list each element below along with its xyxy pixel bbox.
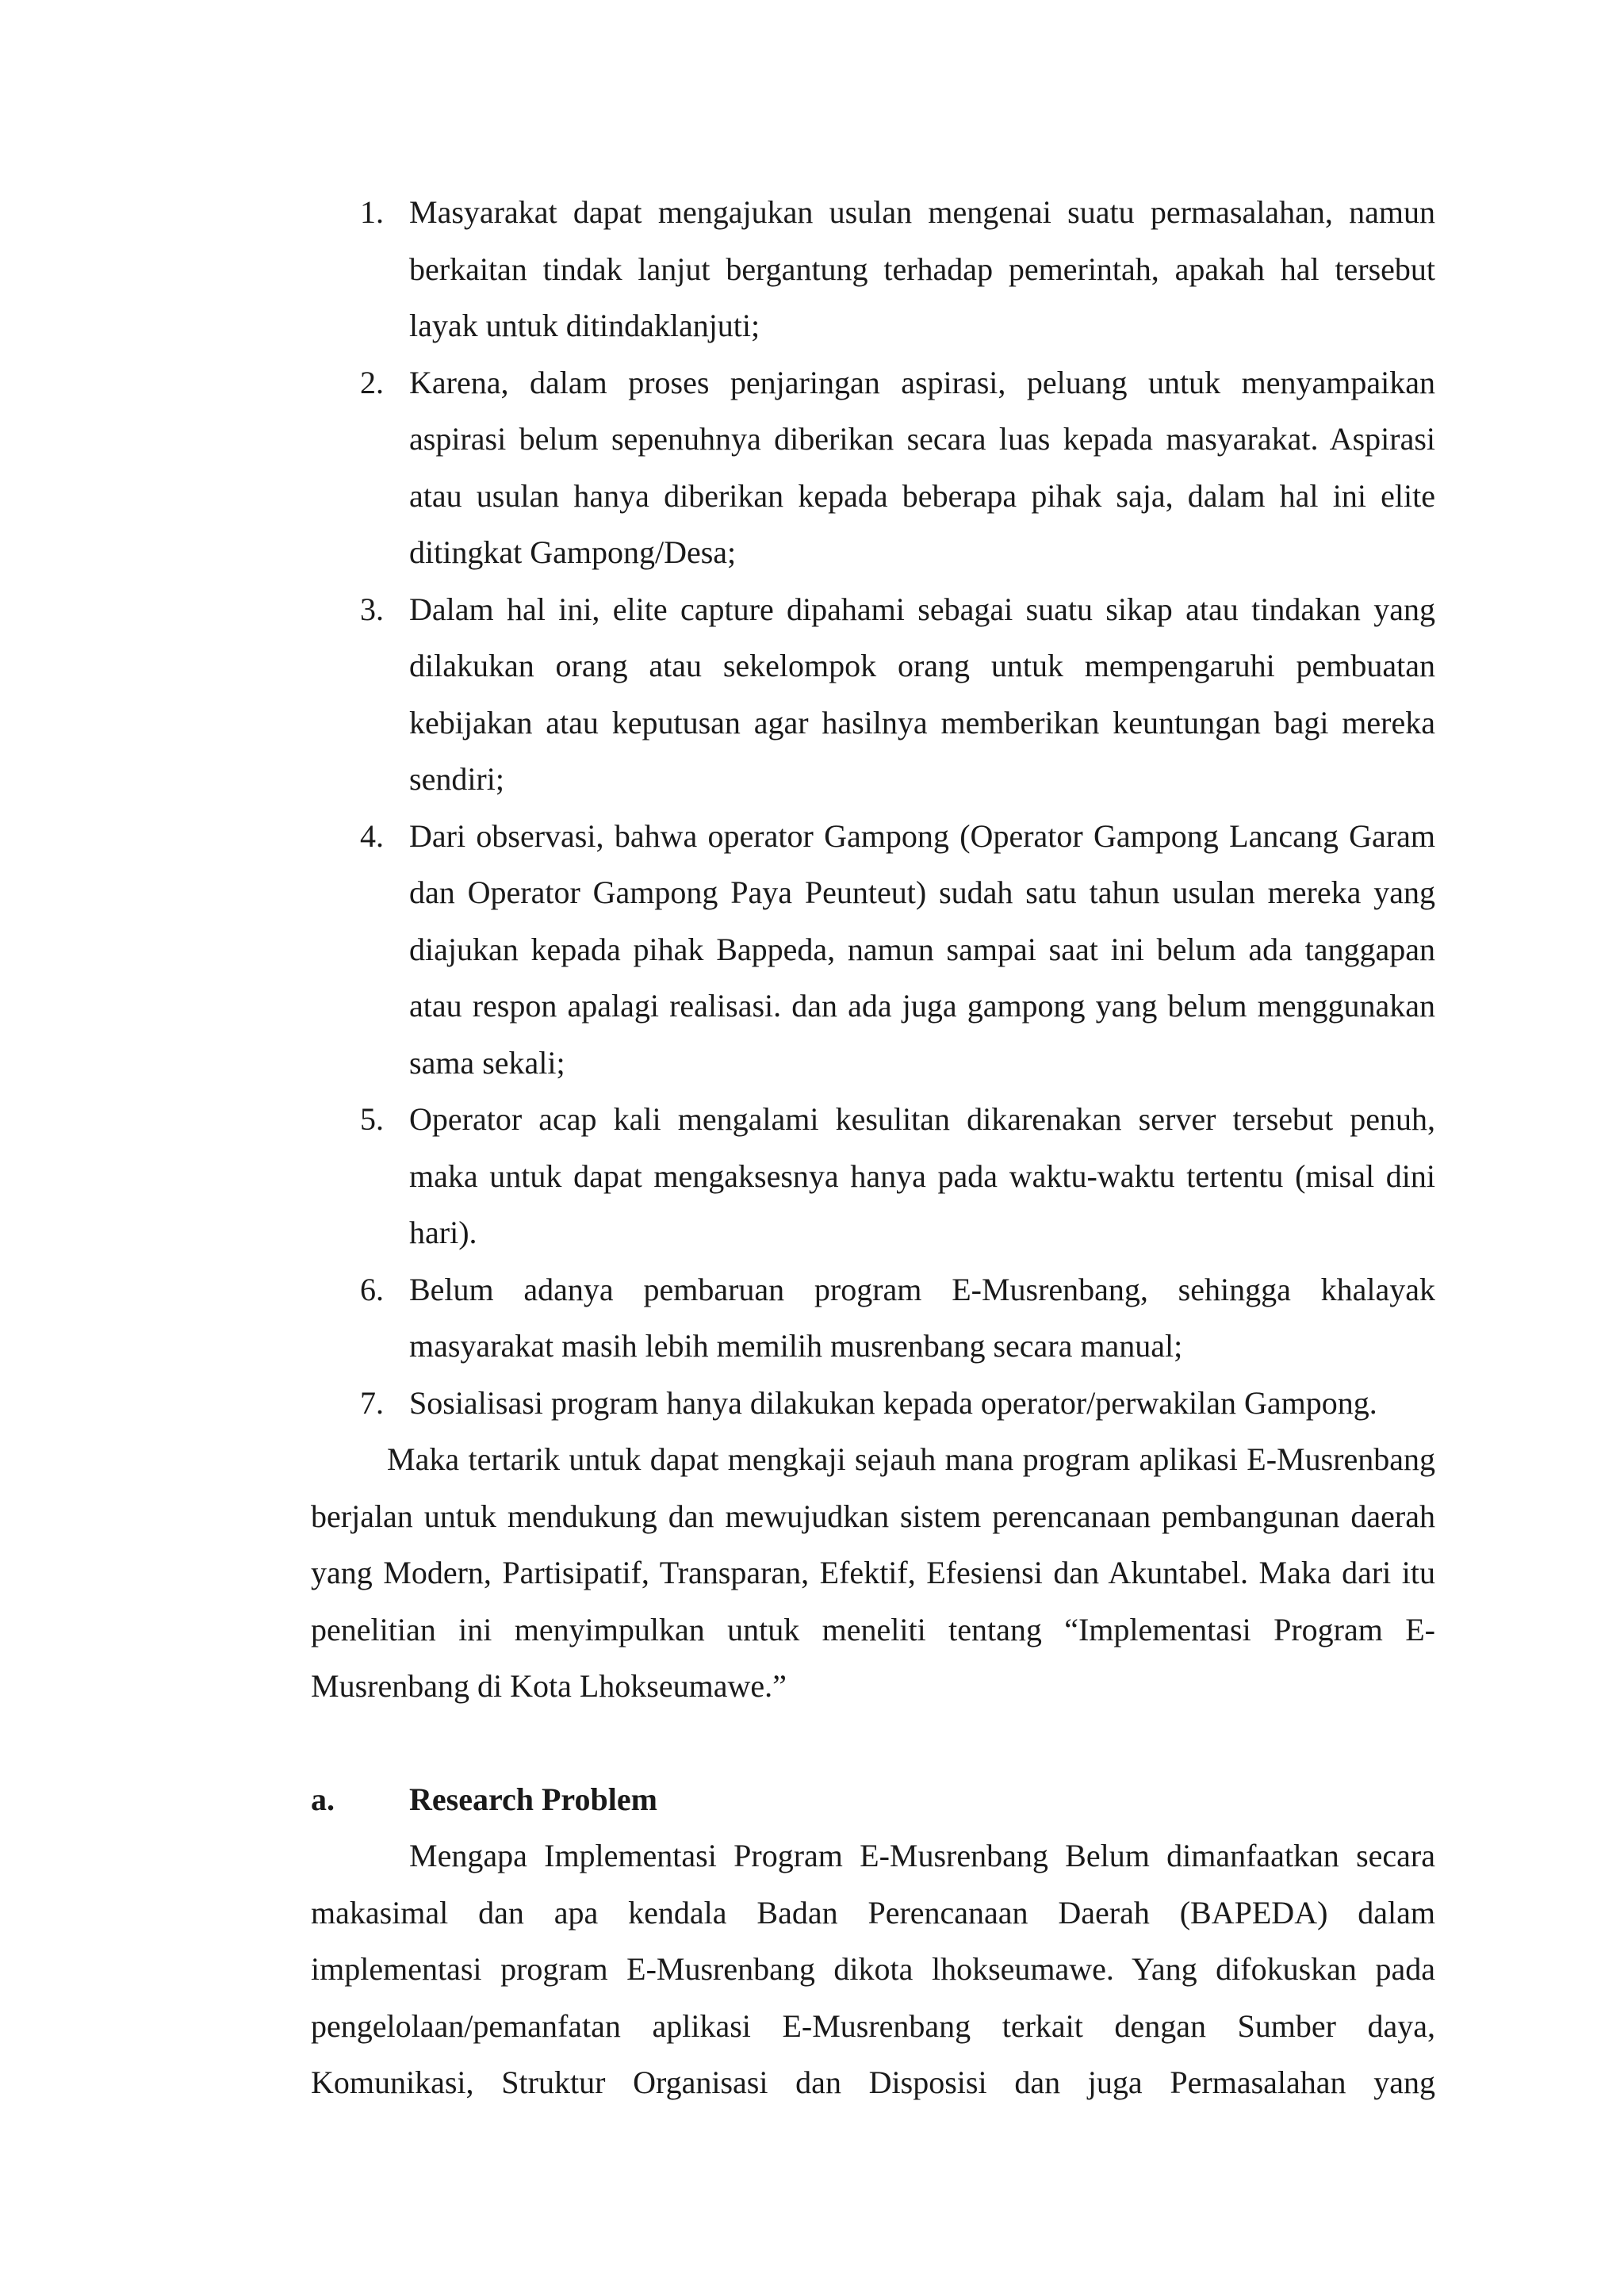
list-item-text: Operator acap kali mengalami kesulitan dikarenakan server tersebut penuh, maka untuk dapat mengaksesnya hanya pada waktu-waktu tertentu (misal dini hari). — [409, 1101, 1435, 1250]
list-item-number: 2. — [360, 364, 384, 400]
list-item-number: 4. — [360, 817, 384, 854]
section-title: Research Problem — [409, 1781, 657, 1817]
section-marker: a. — [311, 1781, 335, 1817]
list-item-text: Dari observasi, bahwa operator Gampong (Operator Gampong Lancang Garam dan Operator Gampong Paya Peunteut) sudah satu tahun usulan mereka yang diajukan kepada pihak Bappeda, namun sampai saat ini belum ada tanggapan atau respon apalagi realisasi. dan ada juga gampong yang belum menggunakan sama sekali; — [409, 817, 1435, 1081]
list-item-text: Masyarakat dapat mengajukan usulan mengenai suatu permasalahan, namun berkaitan tindak lanjut bergantung terhadap pemerintah, apakah hal tersebut layak untuk ditindaklanjuti; — [409, 194, 1435, 343]
list-item-text: Belum adanya pembaruan program E-Musrenbang, sehingga khalayak masyarakat masih lebih memilih musrenbang secara manual; — [409, 1271, 1435, 1364]
list-item — [311, 1261, 1435, 1375]
body-paragraph: Maka tertarik untuk dapat mengkaji sejauh mana program aplikasi E-Musrenbang berjalan untuk mendukung dan mewujudkan sistem perencanaan pembangunan daerah yang Modern, Partisipatif, Transparan, Efektif, Efesiensi dan Akuntabel. Maka dari itu penelitian ini menyimpulkan untuk meneliti tentang “Implementasi Program E-Musrenbang di Kota Lhokseumawe.” — [311, 1441, 1435, 1704]
list-item — [311, 184, 1435, 354]
list-item-number: 3. — [360, 591, 384, 627]
list-item — [311, 1375, 1435, 1432]
list-item-number: 1. — [360, 194, 384, 230]
numbered-list — [311, 184, 1435, 1431]
list-item-number: 7. — [360, 1384, 384, 1421]
list-item-number: 6. — [360, 1271, 384, 1307]
list-item-text: Sosialisasi program hanya dilakukan kepada operator/perwakilan Gampong. — [409, 1384, 1377, 1421]
body-paragraph: Mengapa Implementasi Program E-Musrenbang Belum dimanfaatkan secara makasimal dan apa kendala Badan Perencanaan Daerah (BAPEDA) dalam implementasi program E-Musrenbang dikota lhokseumawe. Yang difokuskan pada pengelolaan/pemanfatan aplikasi E-Musrenbang terkait dengan Sumber daya, Komunikasi, Struktur Organisasi dan Disposisi dan juga Permasalahan yang — [311, 1838, 1435, 2100]
section-heading — [311, 1771, 1435, 1828]
list-item-text: Dalam hal ini, elite capture dipahami sebagai suatu sikap atau tindakan yang dilakukan orang atau sekelompok orang untuk mempengaruhi pembuatan kebijakan atau keputusan agar hasilnya memberikan keuntungan bagi mereka sendiri; — [409, 591, 1435, 797]
list-item-text: Karena, dalam proses penjaringan aspirasi, peluang untuk menyampaikan aspirasi belum sepenuhnya diberikan secara luas kepada masyarakat. Aspirasi atau usulan hanya diberikan kepada beberapa pihak saja, dalam hal ini elite ditingkat Gampong/Desa; — [409, 364, 1435, 570]
list-item-number: 5. — [360, 1101, 384, 1137]
list-item — [311, 354, 1435, 581]
list-item — [311, 808, 1435, 1092]
list-item — [311, 581, 1435, 808]
list-item — [311, 1091, 1435, 1261]
page-content — [311, 184, 1435, 2111]
